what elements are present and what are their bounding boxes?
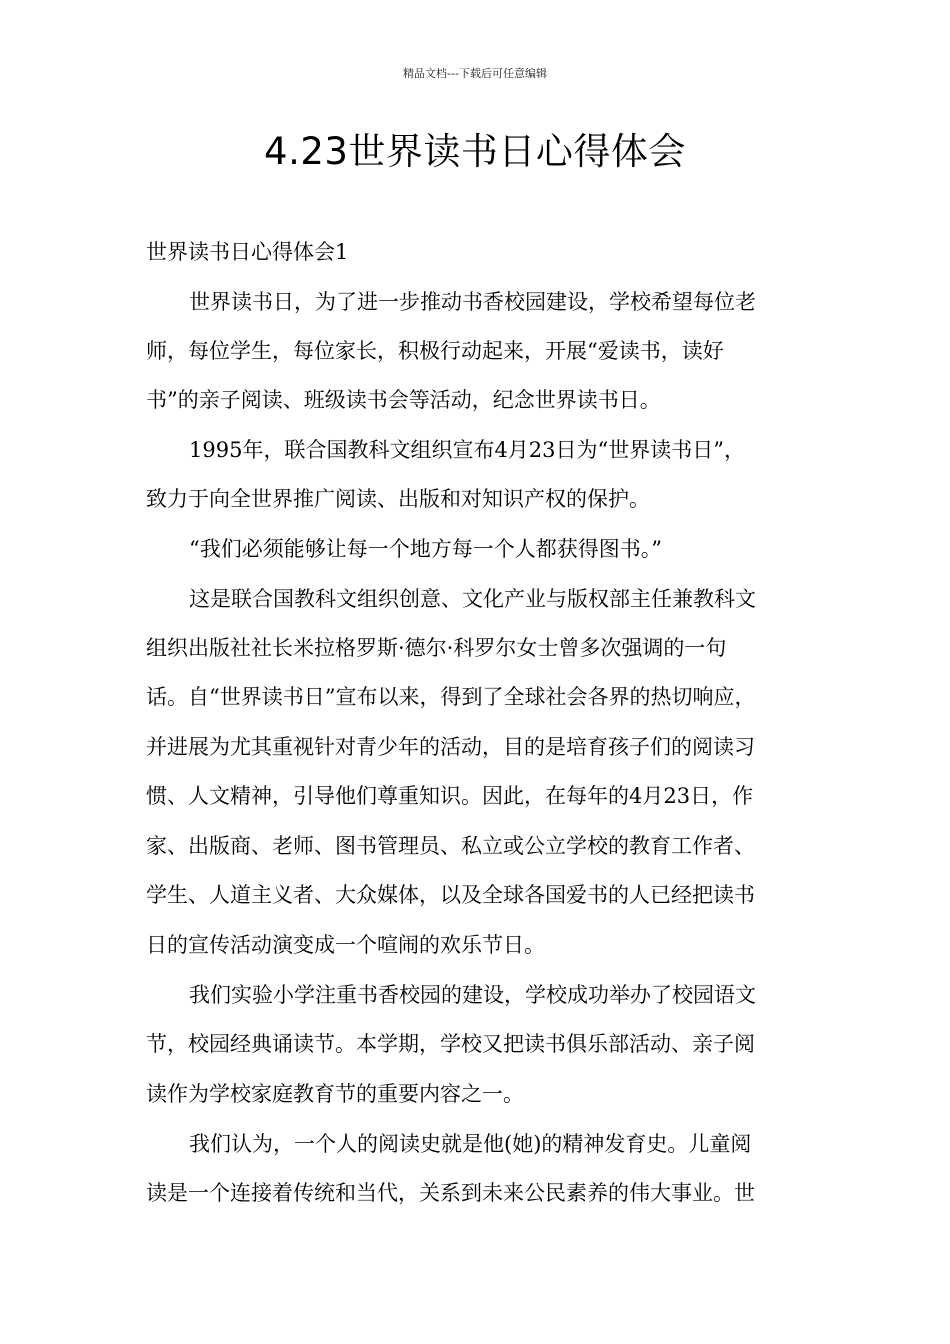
body-line: 师，每位学生，每位家长，积极行动起来，开展“爱读书，读好 — [146, 339, 724, 363]
body-line: 我们实验小学注重书香校园的建设，学校成功举办了校园语文 — [189, 983, 756, 1007]
page-header: 精品文档---下载后可任意编辑 — [403, 67, 547, 80]
body-line: 组织出版社社长米拉格罗斯·德尔·科罗尔女士曾多次强调的一句 — [146, 636, 727, 660]
body-line: 1995年，联合国教科文组织宣布4月23日为“世界读书日”， — [189, 438, 745, 462]
body-line: 日的宣传活动演变成一个喧闹的欢乐节日。 — [146, 933, 545, 957]
body-line: 学生、人道主义者、大众媒体，以及全球各国爱书的人已经把读书 — [146, 883, 755, 907]
body-line: 话。自“世界读书日”宣布以来，得到了全球社会各界的热切响应， — [146, 685, 756, 709]
section-heading: 世界读书日心得体会1 — [146, 240, 349, 264]
body-line: 书”的亲子阅读、班级读书会等活动，纪念世界读书日。 — [146, 388, 661, 412]
body-line: 致力于向全世界推广阅读、出版和对知识产权的保护。 — [146, 487, 650, 511]
body-line: 这是联合国教科文组织创意、文化产业与版权部主任兼教科文 — [189, 587, 756, 611]
body-line: 我们认为，一个人的阅读史就是他(她)的精神发育史。儿童阅 — [189, 1132, 752, 1156]
document-title: 4.23世界读书日心得体会 — [264, 130, 686, 173]
body-line: 家、出版商、老师、图书管理员、私立或公立学校的教育工作者、 — [146, 834, 755, 858]
body-line: 并进展为尤其重视针对青少年的活动，目的是培育孩子们的阅读习 — [146, 735, 755, 759]
body-line: 惯、人文精神，引导他们尊重知识。因此，在每年的4月23日，作 — [146, 784, 754, 808]
body-line: 世界读书日，为了进一步推动书香校园建设，学校希望每位老 — [189, 290, 756, 314]
body-line: 节，校园经典诵读节。本学期，学校又把读书俱乐部活动、亲子阅 — [146, 1032, 755, 1056]
body-line: 读作为学校家庭教育节的重要内容之一。 — [146, 1082, 524, 1106]
body-line: 读是一个连接着传统和当代，关系到未来公民素养的伟大事业。世 — [146, 1181, 755, 1205]
body-line: “我们必须能够让每一个地方每一个人都获得图书。” — [189, 537, 662, 561]
